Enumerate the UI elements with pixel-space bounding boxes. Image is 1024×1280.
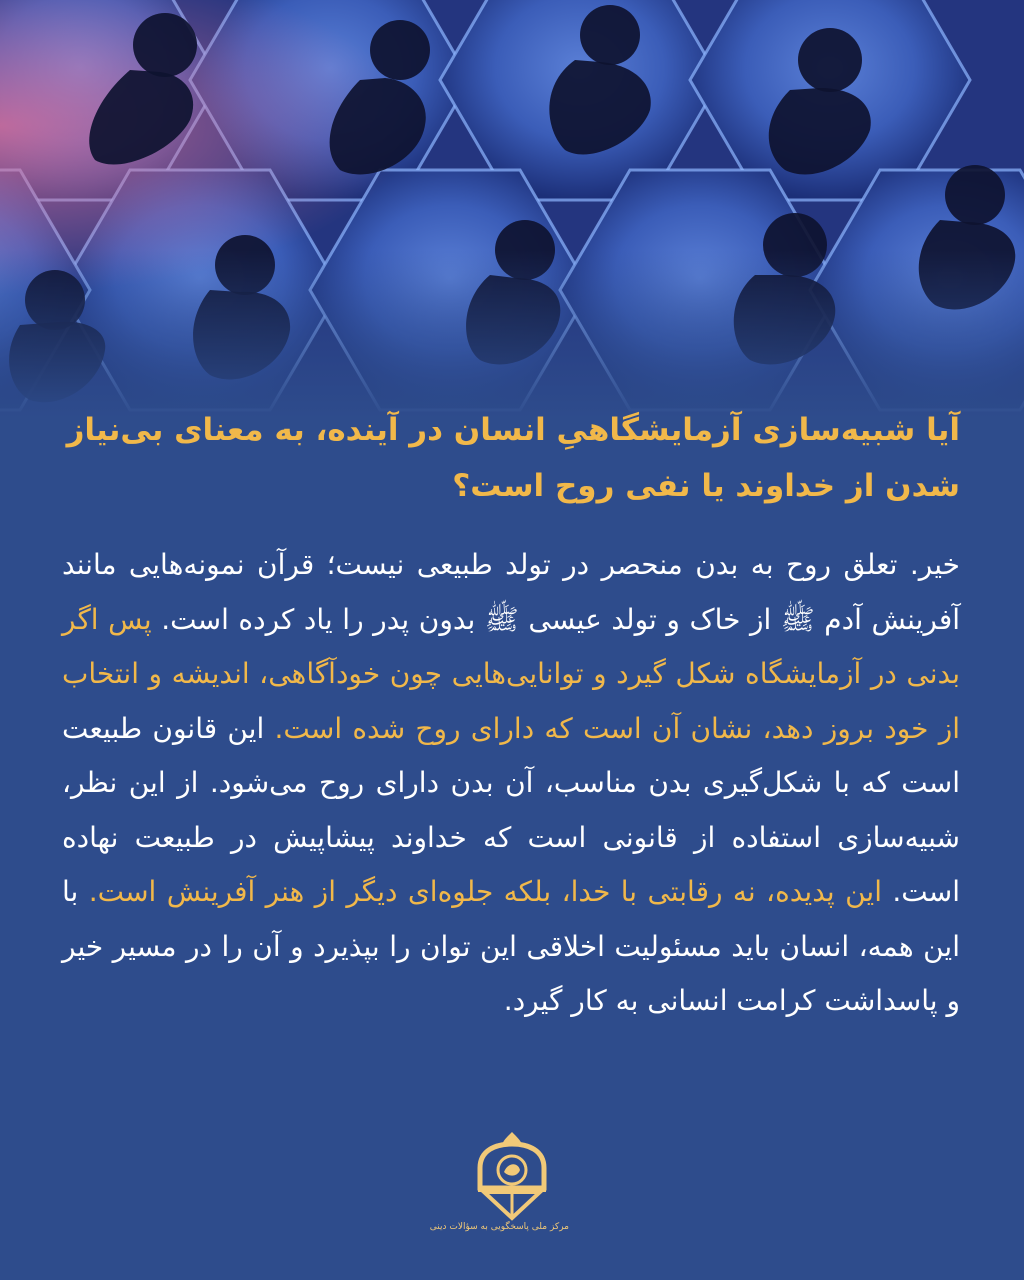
crest-logo-icon — [462, 1128, 562, 1268]
answer-highlight-1: پس اگر بدنی در آزمایشگاه شکل گیرد و توانایی‌هایی چون خودآگاهی، اندیشه و انتخاب از خود بروز دهد، نشان آن است که دارای روح شده است. — [62, 602, 960, 745]
logo-caption: مرکز ملی پاسخگویی به سؤالات دینی — [429, 1222, 569, 1232]
answer-text-3: با این همه، انسان باید مسئولیت اخلاقی این توان را بپذیرد و آن را در مسیر خیر و پاسداشت کرامت انسانی به کار گیرد. — [62, 875, 960, 1017]
answer-text-2: این قانون طبیعت است که با شکل‌گیری بدن مناسب، آن بدن دارای روح می‌شود. از این نظر، شبیه‌سازی استفاده از قانونی است که خداوند پیشاپیش در طبیعت نهاده است. — [62, 711, 960, 908]
embryo-pods-illustration — [0, 0, 1024, 420]
answer-text-1: خیر. تعلق روح به بدن منحصر در تولد طبیعی نیست؛ قرآن نمونه‌هایی مانند آفرینش آدم ﷺ از خاک و تولد عیسی ﷺ بدون پدر را یاد کرده است. — [62, 548, 960, 636]
question-title: آیا شبیه‌سازی آزمایشگاهیِ انسان در آینده، به معنای بی‌نیاز شدن از خداوند یا نفی روح است؟ — [66, 412, 960, 504]
answer-highlight-2: این پدیده، نه رقابتی با خدا، بلکه جلوه‌ای دیگر از هنر آفرینش است. — [88, 875, 882, 908]
answer-paragraph — [62, 538, 960, 1029]
header-image — [0, 0, 1024, 420]
